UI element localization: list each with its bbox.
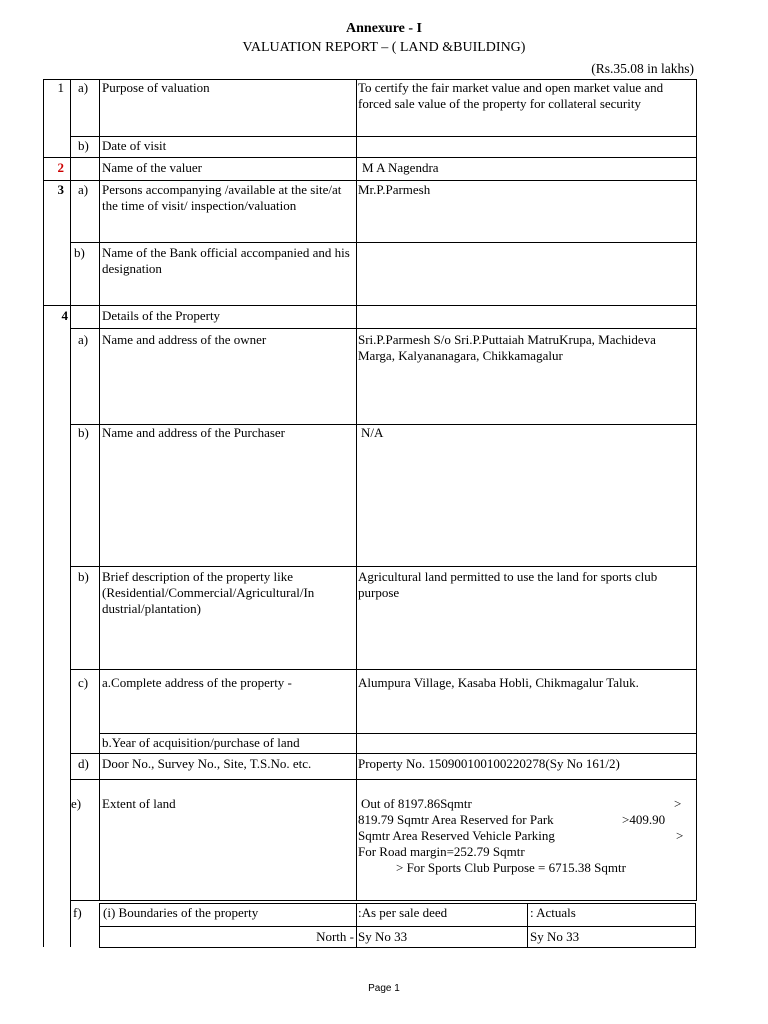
boundaries-actuals-header: : Actuals — [530, 905, 576, 920]
row-4b-purchaser-value: N/A — [361, 425, 384, 440]
row-4e-label: Extent of land — [102, 796, 176, 811]
row-4c-year-label: b.Year of acquisition/purchase of land — [102, 735, 300, 750]
boundary-north-label: North - — [316, 929, 354, 944]
row-3b-sub: b) — [74, 245, 85, 260]
boundary-north-sale-deed: Sy No 33 — [358, 929, 408, 944]
report-title: VALUATION REPORT – ( LAND &BUILDING) — [242, 40, 526, 55]
boundary-north-actuals: Sy No 33 — [530, 929, 580, 944]
row-4-number: 4 — [61, 308, 68, 323]
row-4b-description-sub: b) — [78, 569, 89, 584]
row-1a-label: Purpose of valuation — [102, 80, 210, 95]
row-4b-purchaser-label: Name and address of the Purchaser — [102, 425, 286, 440]
row-1a-sub: a) — [78, 80, 89, 95]
row-2-number: 2 — [57, 160, 64, 175]
page-number: Page 1 — [368, 983, 400, 994]
row-1b-label: Date of visit — [102, 138, 167, 153]
row-3b-label: Name of the Bank official accompanied and his designation — [102, 245, 350, 276]
extent-line: > For Sports Club Purpose = 6715.38 Sqmtr — [396, 860, 626, 875]
extent-line: >409.90 — [622, 812, 666, 827]
annexure-title: Annexure - I — [346, 21, 422, 36]
row-1a-value: To certify the fair market value and open market value and forced sale value of the property for collateral security — [358, 80, 664, 111]
boundaries-sale-deed-header: :As per sale deed — [358, 905, 448, 920]
extent-line: 819.79 Sqmtr Area Reserved for Park — [358, 812, 554, 827]
row-4b-purchaser-sub: b) — [78, 425, 89, 440]
row-4b-description-label: Brief description of the property like (Residential/Commercial/Agricultural/In dustrial/plantation) — [102, 569, 315, 616]
row-4d-label: Door No., Survey No., Site, T.S.No. etc. — [102, 756, 312, 771]
extent-line: > — [674, 796, 682, 811]
row-4d-value: Property No. 150900100100220278(Sy No 161/2) — [358, 756, 620, 771]
row-3-number: 3 — [57, 182, 64, 197]
row-3a-value: Mr.P.Parmesh — [358, 182, 431, 197]
row-4c-value: Alumpura Village, Kasaba Hobli, Chikmagalur Taluk. — [358, 675, 639, 690]
row-4a-sub: a) — [78, 332, 89, 347]
row-4a-value: Sri.P.Parmesh S/o Sri.P.Puttaiah MatruKrupa, Machideva Marga, Kalyananagara, Chikkamagalur — [358, 332, 656, 363]
row-1-number: 1 — [57, 80, 64, 95]
row-4a-label: Name and address of the owner — [102, 332, 267, 347]
row-3a-label: Persons accompanying /available at the site/at the time of visit/ inspection/valuation — [102, 182, 342, 213]
extent-line: Out of 8197.86Sqmtr — [361, 796, 472, 811]
boundaries-label: (i) Boundaries of the property — [103, 905, 259, 920]
row-2-label: Name of the valuer — [102, 160, 202, 175]
row-4d-sub: d) — [78, 756, 89, 771]
extent-line: For Road margin=252.79 Sqmtr — [358, 844, 525, 859]
row-4-label: Details of the Property — [102, 308, 221, 323]
row-2-value: M A Nagendra — [362, 160, 439, 175]
row-4c-sub: c) — [78, 675, 89, 690]
extent-line: Sqmtr Area Reserved Vehicle Parking — [358, 828, 555, 843]
row-4c-label: a.Complete address of the property - — [102, 675, 292, 690]
row-4b-description-value: Agricultural land permitted to use the land for sports club purpose — [358, 569, 658, 600]
row-4e-sub: e) — [71, 796, 82, 811]
row-4f-sub: f) — [73, 905, 82, 920]
extent-line: > — [676, 828, 684, 843]
row-3a-sub: a) — [78, 182, 89, 197]
valuation-amount: (Rs.35.08 in lakhs) — [591, 61, 694, 76]
row-1b-sub: b) — [78, 138, 89, 153]
